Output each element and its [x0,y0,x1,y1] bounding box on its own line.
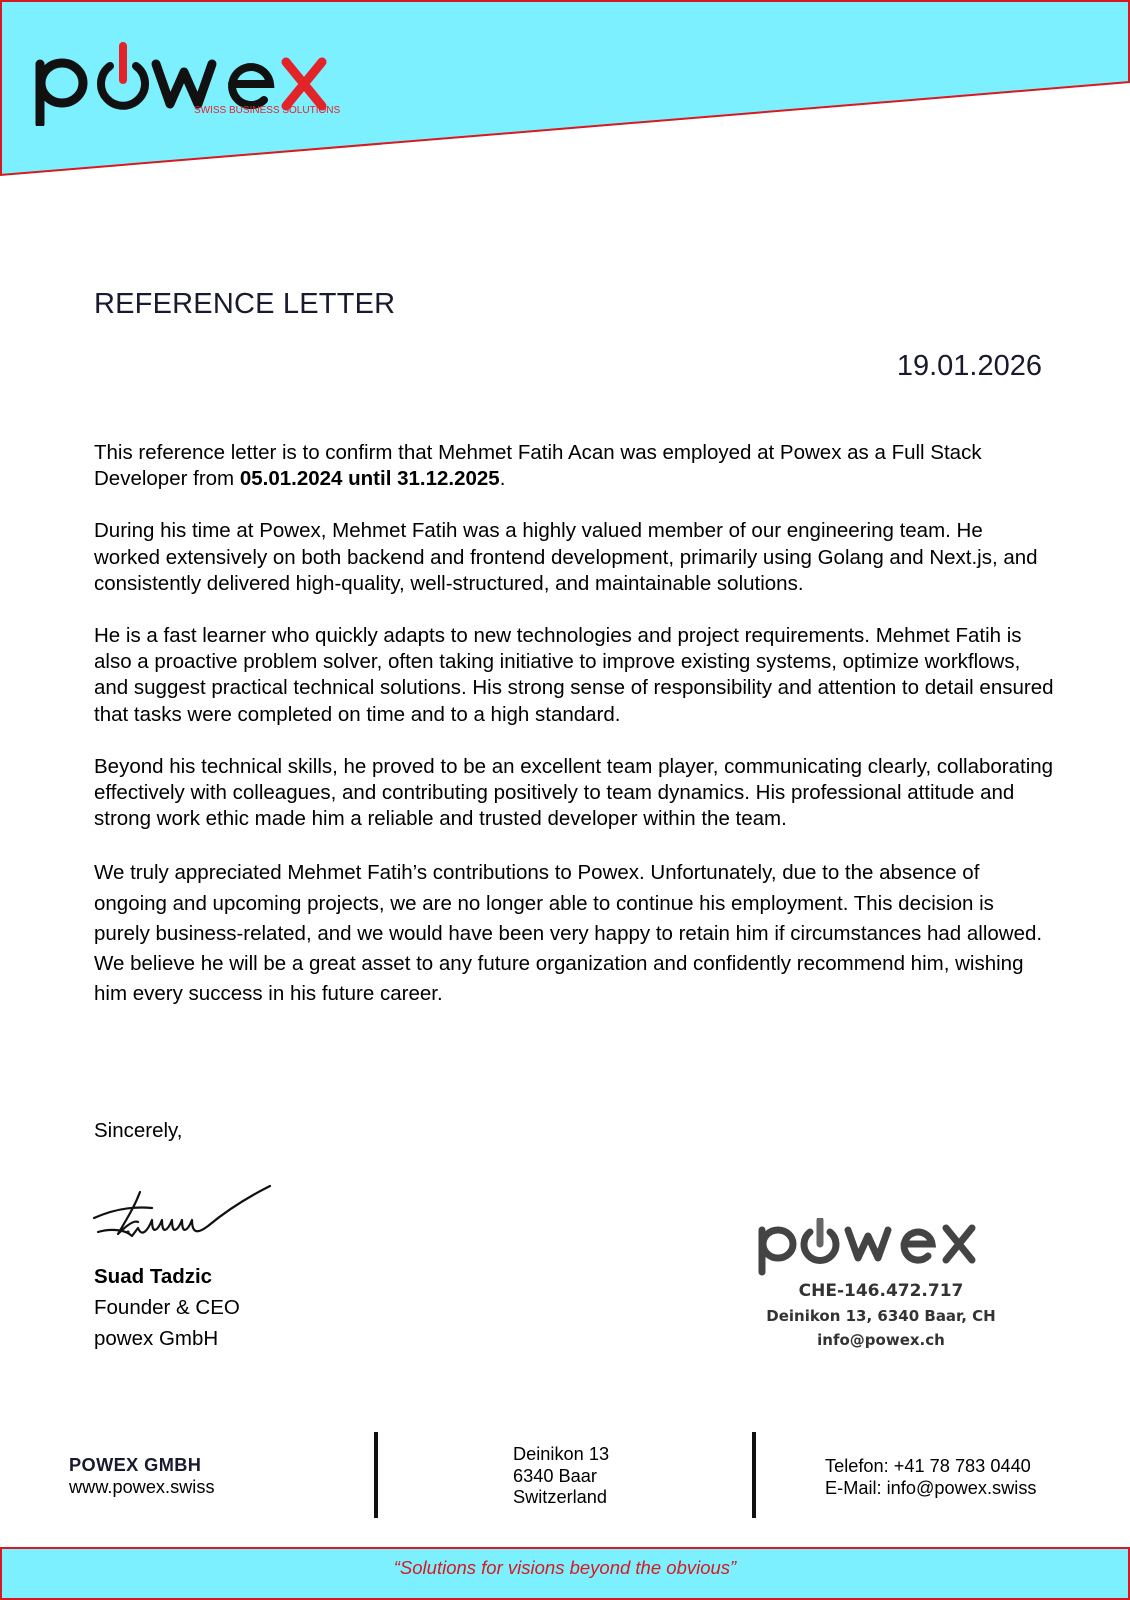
powex-logo [34,36,344,126]
stamp-email: info@powex.ch [817,1331,945,1349]
stamp-address: Deinikon 13, 6340 Baar, CH [766,1307,996,1325]
footer-company-col [69,1455,215,1498]
letter-body [94,440,1054,1033]
footer-company-name: POWEX GMBH [69,1455,202,1475]
signatory-name: Suad Tadzic [94,1265,213,1288]
footer-motto: “Solutions for visions beyond the obvious” [393,1557,737,1578]
employment-period: 05.01.2024 until 31.12.2025 [239,467,500,491]
footer-country: Switzerland [513,1487,608,1508]
company-stamp [756,1218,1006,1358]
paragraph-1-end: . [499,467,506,491]
paragraph-1 [94,440,1054,492]
paragraph-5: We truly appreciated Mehmet Fatih’s contributions to Powex. Unfortunately, due to the absence of ongoing and upcoming projects, we are no longer able to continue his employment. This decision is purely business-related, and we would have been very happy to retain him if circumstances had allowed. We believe he will be a great asset to any future organization and confidently recommend him, wishing him every success in his future career. [94,861,1043,1006]
footer-contact-col [825,1456,1037,1499]
signatory-company: powex GmbH [94,1327,219,1350]
footer-phone: Telefon: +41 78 783 0440 [825,1456,1031,1476]
logo-tagline: SWISS BUSINESS SOLUTIONS [194,105,341,116]
signature [92,1180,282,1252]
signatory-role: Founder & CEO [94,1296,240,1319]
signatory-block [94,1261,240,1354]
footer-city: 6340 Baar [513,1465,597,1486]
footer-divider [752,1432,756,1518]
footer-email: E-Mail: info@powex.swiss [825,1477,1037,1498]
paragraph-2: During his time at Powex, Mehmet Fatih was a highly valued member of our engineering team. He worked extensively on both backend and frontend development, primarily using Golang and Next.js, and consistently delivered high-quality, well-structured, and maintainable solutions. [94,519,1038,595]
footer-address-col [513,1444,609,1509]
footer-divider [374,1432,378,1518]
footer-website: www.powex.swiss [69,1476,215,1497]
stamp-uid: CHE-146.472.717 [798,1281,964,1301]
footer-street: Deinikon 13 [513,1444,610,1464]
closing: Sincerely, [94,1119,183,1142]
paragraph-3: He is a fast learner who quickly adapts to new technologies and project requirements. Mehmet Fatih is also a proactive problem solver, often taking initiative to improve existing systems, optimize workflows, and suggest practical technical solutions. His strong sense of responsibility and attention to detail ensured that tasks were completed on time and to a high standard. [94,624,1054,726]
paragraph-1-text: This reference letter is to confirm that Mehmet Fatih Acan was employed at Powex as a Full Stack Developer from [94,441,982,491]
paragraph-4: Beyond his technical skills, he proved to be an excellent team player, communicating clearly, collaborating effectively with colleagues, and contributing positively to team dynamics. His professional attitude and strong work ethic made him a reliable and trusted developer within the team. [94,754,1054,831]
letter-title: REFERENCE LETTER [94,288,396,320]
letter-date: 19.01.2026 [896,350,1042,382]
